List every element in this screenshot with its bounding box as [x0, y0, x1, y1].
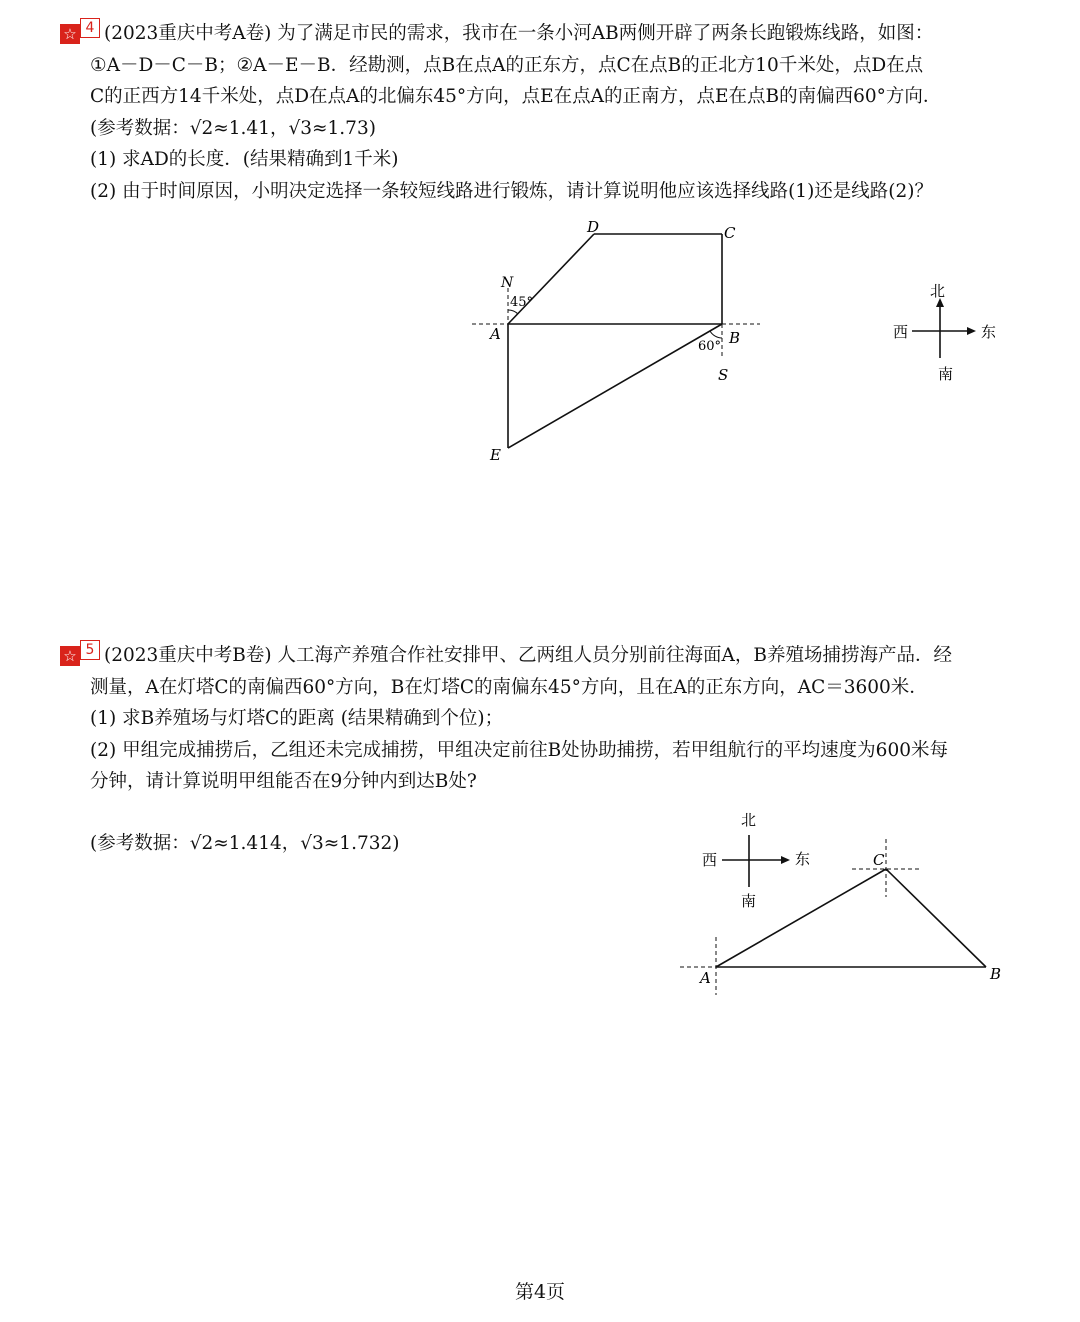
problem-5-line-1 [60, 640, 1020, 672]
problem-4-line-1 [60, 18, 1020, 50]
star-icon: ☆ [60, 24, 80, 44]
compass-icon [702, 811, 810, 910]
problem-number: 5 [80, 640, 100, 660]
problem-4-question-2: (2) 由于时间原因，小明决定选择一条较短线路进行锻炼，请计算说明他应该选择线路(1)还是线路(2)？ [90, 180, 934, 202]
problem-5-reference: (参考数据：√2≈1.414，√3≈1.732) [90, 833, 400, 854]
compass-north: 北 [741, 811, 757, 829]
problem-4 [60, 18, 1020, 207]
problem-4-reference: (参考数据：√2≈1.41，√3≈1.73) [90, 117, 376, 139]
problem-4-line-3: C的正西方14千米处，点D在点A的北偏东45°方向，点E在点A的正南方，点E在点B的南偏西60°方向． [90, 86, 942, 108]
compass-west: 西 [702, 851, 718, 869]
label-s: S [718, 366, 729, 384]
problem-5-figure [0, 805, 1080, 1005]
label-b: B [729, 329, 741, 347]
compass-north: 北 [930, 282, 946, 300]
compass-east: 东 [981, 323, 997, 341]
problem-4-question-1: (1) 求AD的长度．(结果精确到1千米) [90, 149, 399, 171]
problem-4-figure [0, 210, 1080, 690]
label-c: C [873, 851, 885, 869]
label-b: B [990, 965, 1002, 983]
problem-4-badge [60, 18, 100, 50]
problem-5-text: (2023重庆中考B卷) 人工海产养殖合作社安排甲、乙两组人员分别前往海面A，B养殖场捕捞海产品．经 [104, 645, 952, 666]
label-d: D [587, 218, 600, 236]
label-c: C [724, 224, 736, 242]
angle-45-label: 45° [510, 295, 534, 310]
angle-60-label: 60° [698, 339, 722, 354]
page-number: 第4页 [514, 1281, 566, 1303]
compass-south: 南 [741, 892, 757, 910]
problem-5-question-2-cont: 分钟，请计算说明甲组能否在9分钟内到达B处? [90, 771, 477, 793]
compass-south: 南 [938, 365, 954, 383]
label-a: A [490, 325, 501, 343]
problem-number: 4 [80, 18, 100, 38]
problem-5-question-1: (1) 求B养殖场与灯塔C的距离 (结果精确到个位)； [90, 708, 504, 730]
label-a: A [700, 969, 711, 987]
compass-east: 东 [795, 850, 811, 868]
problem-5-question-2: (2) 甲组完成捕捞后，乙组还未完成捕捞，甲组决定前往B处协助捕捞，若甲组航行的平均速度为600米每 [90, 739, 948, 761]
label-e: E [490, 446, 501, 464]
star-icon: ☆ [60, 646, 80, 666]
problem-5 [60, 640, 1020, 798]
problem-5-line-2: 测量，A在灯塔C的南偏西60°方向，B在灯塔C的南偏东45°方向，且在A的正东方向，AC＝3600米． [90, 676, 928, 698]
label-n: N [501, 275, 514, 291]
compass-icon [893, 282, 996, 383]
problem-5-badge [60, 640, 100, 672]
problem-4-line-2: ①A－D－C－B；②A－E－B．经勘测，点B在点A的正东方，点C在点B的正北方10千米处，点D在点 [90, 54, 924, 76]
compass-west: 西 [893, 323, 909, 341]
problem-4-text: (2023重庆中考A卷) 为了满足市民的需求，我市在一条小河AB两侧开辟了两条长跑锻炼线路，如图： [104, 23, 934, 44]
